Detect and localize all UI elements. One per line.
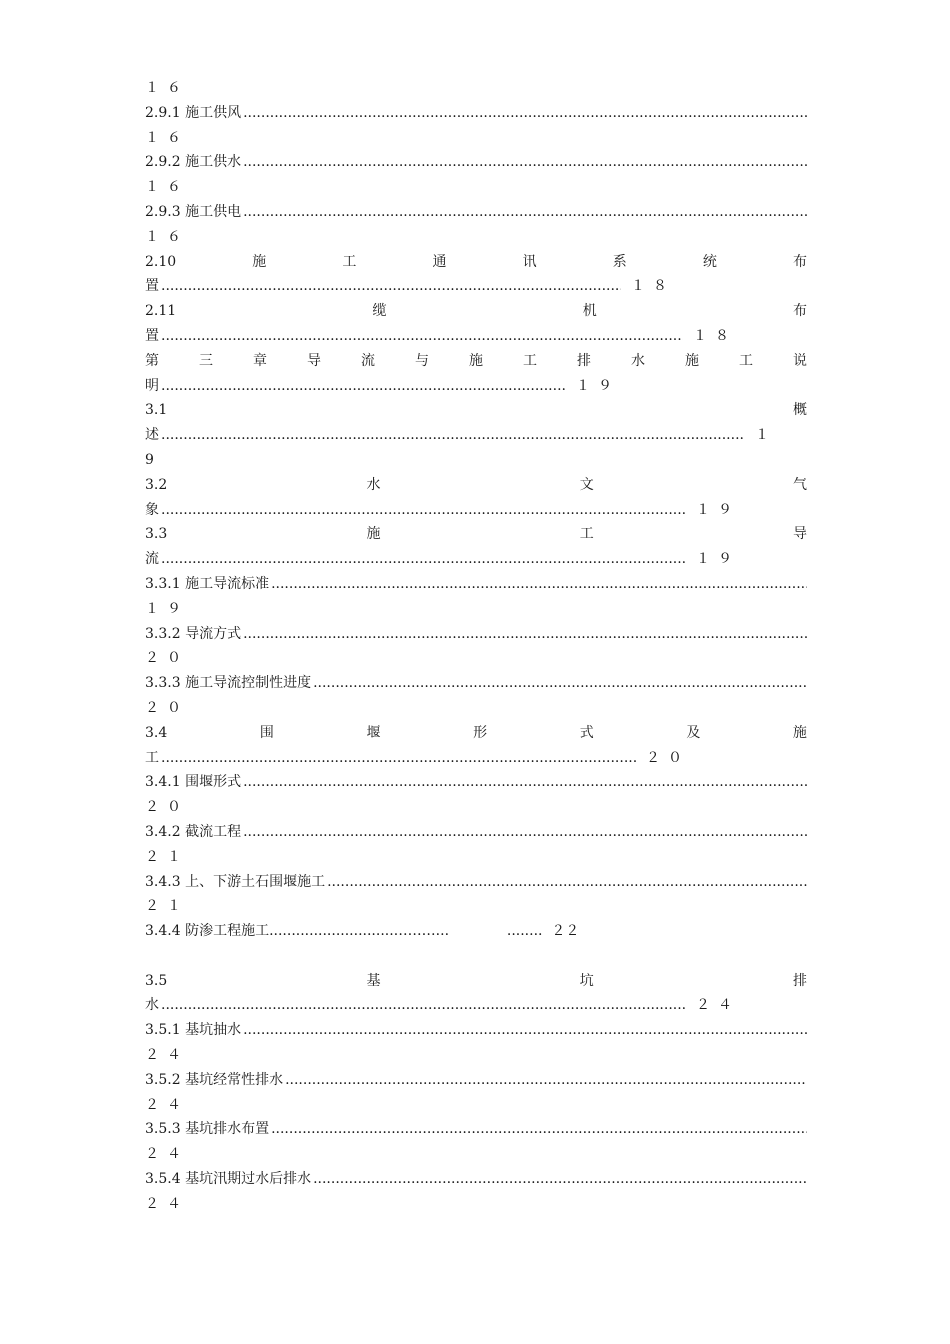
toc-entry-part: 布 [792,253,807,270]
toc-entry-title: 2.9.3 施工供电 [145,203,242,220]
toc-entry-part: 统 [702,253,717,270]
toc-entry-part: 工 [739,352,753,369]
toc-entry-continued [145,374,620,399]
toc-page [145,76,807,1217]
page-number: １９ [576,377,620,394]
dot-leader [161,746,636,771]
toc-entry-title: 工 [145,749,159,766]
toc-entry-title: 3.4.2 截流工程 [145,823,242,840]
toc-entry-part: 3.1 [145,402,168,419]
dot-leader [161,324,683,349]
toc-entry-part: 3.5 [145,972,168,989]
dot-leader [313,1167,807,1192]
page-number: ２４ [145,1195,189,1212]
toc-entry-part: 2.10 [145,253,177,270]
dot-leader [271,572,807,597]
toc-entry-part: 排 [577,352,591,369]
toc-entry-part: 缆 [372,303,387,320]
dot-leader [161,274,621,299]
toc-entry-title: 流 [145,551,159,568]
dot-leader [243,150,807,175]
dot-leader [243,622,807,647]
toc-entry-part: 2.11 [145,303,177,320]
toc-entry-continued [145,547,740,572]
toc-entry-title: 3.5.3 基坑排水布置 [145,1121,270,1138]
toc-entry-title: 3.3.3 施工导流控制性进度 [145,675,312,692]
toc-entry-part: 式 [579,724,594,741]
toc-entry-spread [145,349,807,374]
toc-entry-title: 3.4.1 围堰形式 [145,774,242,791]
toc-entry-part: 堰 [366,724,381,741]
page-number: １６ [145,179,189,196]
toc-entry-title: 3.3.2 导流方式 [145,625,242,642]
toc-entry-part: 水 [366,476,381,493]
toc-entry-spread [145,398,807,423]
page-number: ２４ [145,1146,189,1163]
toc-entry-spread [145,721,807,746]
toc-entry-title: 水 [145,997,159,1014]
toc-entry [145,770,807,795]
toc-entry-part: 第 [145,352,159,369]
toc-entry-part: 3.3 [145,526,168,543]
toc-entry-title: 3.3.1 施工导流标准 [145,575,270,592]
toc-entry [145,1018,807,1043]
page-number: ２０ [145,799,189,816]
page-number: １８ [693,327,737,344]
toc-page-number [145,1093,807,1118]
dot-leader [271,1117,807,1142]
dot-leader [243,1018,807,1043]
toc-entry-part: 布 [792,303,807,320]
toc-entry-part: 三 [199,352,213,369]
toc-entry [145,200,807,225]
toc-entry-part: 导 [307,352,321,369]
toc-entry-part: 基 [366,972,381,989]
page-number: ２４ [696,997,740,1014]
page-number: ２０ [145,699,189,716]
toc-entry-part: 系 [612,253,627,270]
toc-entry-part: 工 [579,526,594,543]
toc-entry-title: 置 [145,278,159,295]
toc-entry-part: 机 [582,303,597,320]
toc-entry [145,919,807,944]
toc-entry-spread [145,522,807,547]
toc-entry-title: 述 [145,427,159,444]
page-number: １８ [631,278,675,295]
toc-entry-part: 排 [792,972,807,989]
page-number: １６ [145,129,189,146]
toc-entry-part: 施 [366,526,381,543]
toc-entry-title: 2.9.2 施工供水 [145,154,242,171]
page-number: ２０ [646,749,690,766]
dot-leader [313,671,807,696]
toc-page-number [145,696,807,721]
dot-leader [243,101,807,126]
toc-page-number [145,448,807,473]
toc-page-number [145,1192,807,1217]
toc-page-number [145,646,807,671]
toc-entry-continued [145,423,777,448]
toc-entry-part: 施 [792,724,807,741]
toc-entry-part: 水 [631,352,645,369]
toc-page-number [145,894,807,919]
toc-entry [145,820,807,845]
toc-entry-part: 章 [253,352,267,369]
toc-entry-part: 3.4 [145,724,168,741]
toc-page-number [145,597,807,622]
toc-entry-part: 导 [792,526,807,543]
toc-entry [145,572,807,597]
page-number: 9 [145,451,162,468]
toc-entry-continued [145,274,675,299]
page-number: １６ [145,228,189,245]
page-number: ２１ [145,898,189,915]
toc-entry-part: 概 [793,402,807,419]
page-number: ２０ [145,650,189,667]
toc-entry-part: 施 [469,352,483,369]
page-number: １９ [145,600,189,617]
page-number: １９ [696,501,740,518]
toc-entry-continued [145,993,740,1018]
dot-leader [161,423,745,448]
page-number: ２４ [145,1096,189,1113]
toc-entry [145,101,807,126]
toc-entry-title: 3.4.4 防渗工程施工............................………... ........ ２２ [145,923,580,940]
toc-entry-part: 与 [415,352,429,369]
toc-page-number [145,225,807,250]
page-number: １９ [696,551,740,568]
toc-entry-part: 文 [579,476,594,493]
toc-entry-part: 讯 [522,253,537,270]
page-number: ２１ [145,848,189,865]
toc-entry [145,1068,807,1093]
toc-entry [145,1167,807,1192]
toc-page-number [145,175,807,200]
dot-leader [243,200,807,225]
toc-entry-spread [145,299,807,324]
toc-entry-spread [145,473,807,498]
page-number: ２４ [145,1047,189,1064]
blank-line [145,944,807,969]
toc-page-number [145,845,807,870]
toc-page-number [145,1142,807,1167]
toc-entry-part: 施 [685,352,699,369]
toc-entry-part: 施 [252,253,267,270]
dot-leader [161,498,686,523]
dot-leader [327,870,807,895]
toc-entry-title: 3.5.4 基坑汛期过水后排水 [145,1171,312,1188]
dot-leader [161,374,566,399]
toc-entry-continued [145,498,740,523]
toc-entry-part: 气 [792,476,807,493]
toc-entry-part: 形 [473,724,488,741]
toc-entry [145,870,807,895]
page-number: １６ [145,80,189,96]
toc-entry-part: 工 [523,352,537,369]
toc-entry-title: 3.5.2 基坑经常性排水 [145,1071,284,1088]
toc-entry-part: 3.2 [145,476,168,493]
toc-entry-title: 明 [145,377,159,394]
toc-page-number [145,76,807,101]
toc-page-number [145,1043,807,1068]
toc-entry-continued [145,324,737,349]
toc-entry-title: 置 [145,327,159,344]
dot-leader [161,547,686,572]
toc-entry-title: 3.4.3 上、下游土石围堰施工 [145,873,326,890]
toc-entry-part: 说 [793,352,807,369]
toc-entry-part: 坑 [579,972,594,989]
toc-entry-part: 及 [686,724,701,741]
page-number: １ [755,427,777,444]
toc-entry-part: 通 [432,253,447,270]
toc-entry-title: 2.9.1 施工供风 [145,104,242,121]
toc-entry-title: 象 [145,501,159,518]
dot-leader [243,820,807,845]
toc-entry-spread [145,969,807,994]
toc-entry-continued [145,746,690,771]
toc-entry-part: 工 [342,253,357,270]
toc-page-number [145,126,807,151]
toc-entry [145,671,807,696]
toc-entry-spread [145,250,807,275]
toc-entry-part: 围 [259,724,274,741]
dot-leader [243,770,807,795]
dot-leader [285,1068,807,1093]
dot-leader [161,993,686,1018]
toc-entry [145,622,807,647]
toc-entry [145,1117,807,1142]
toc-page-number [145,795,807,820]
toc-entry [145,150,807,175]
toc-entry-part: 流 [361,352,375,369]
toc-entry-title: 3.5.1 基坑抽水 [145,1022,242,1039]
